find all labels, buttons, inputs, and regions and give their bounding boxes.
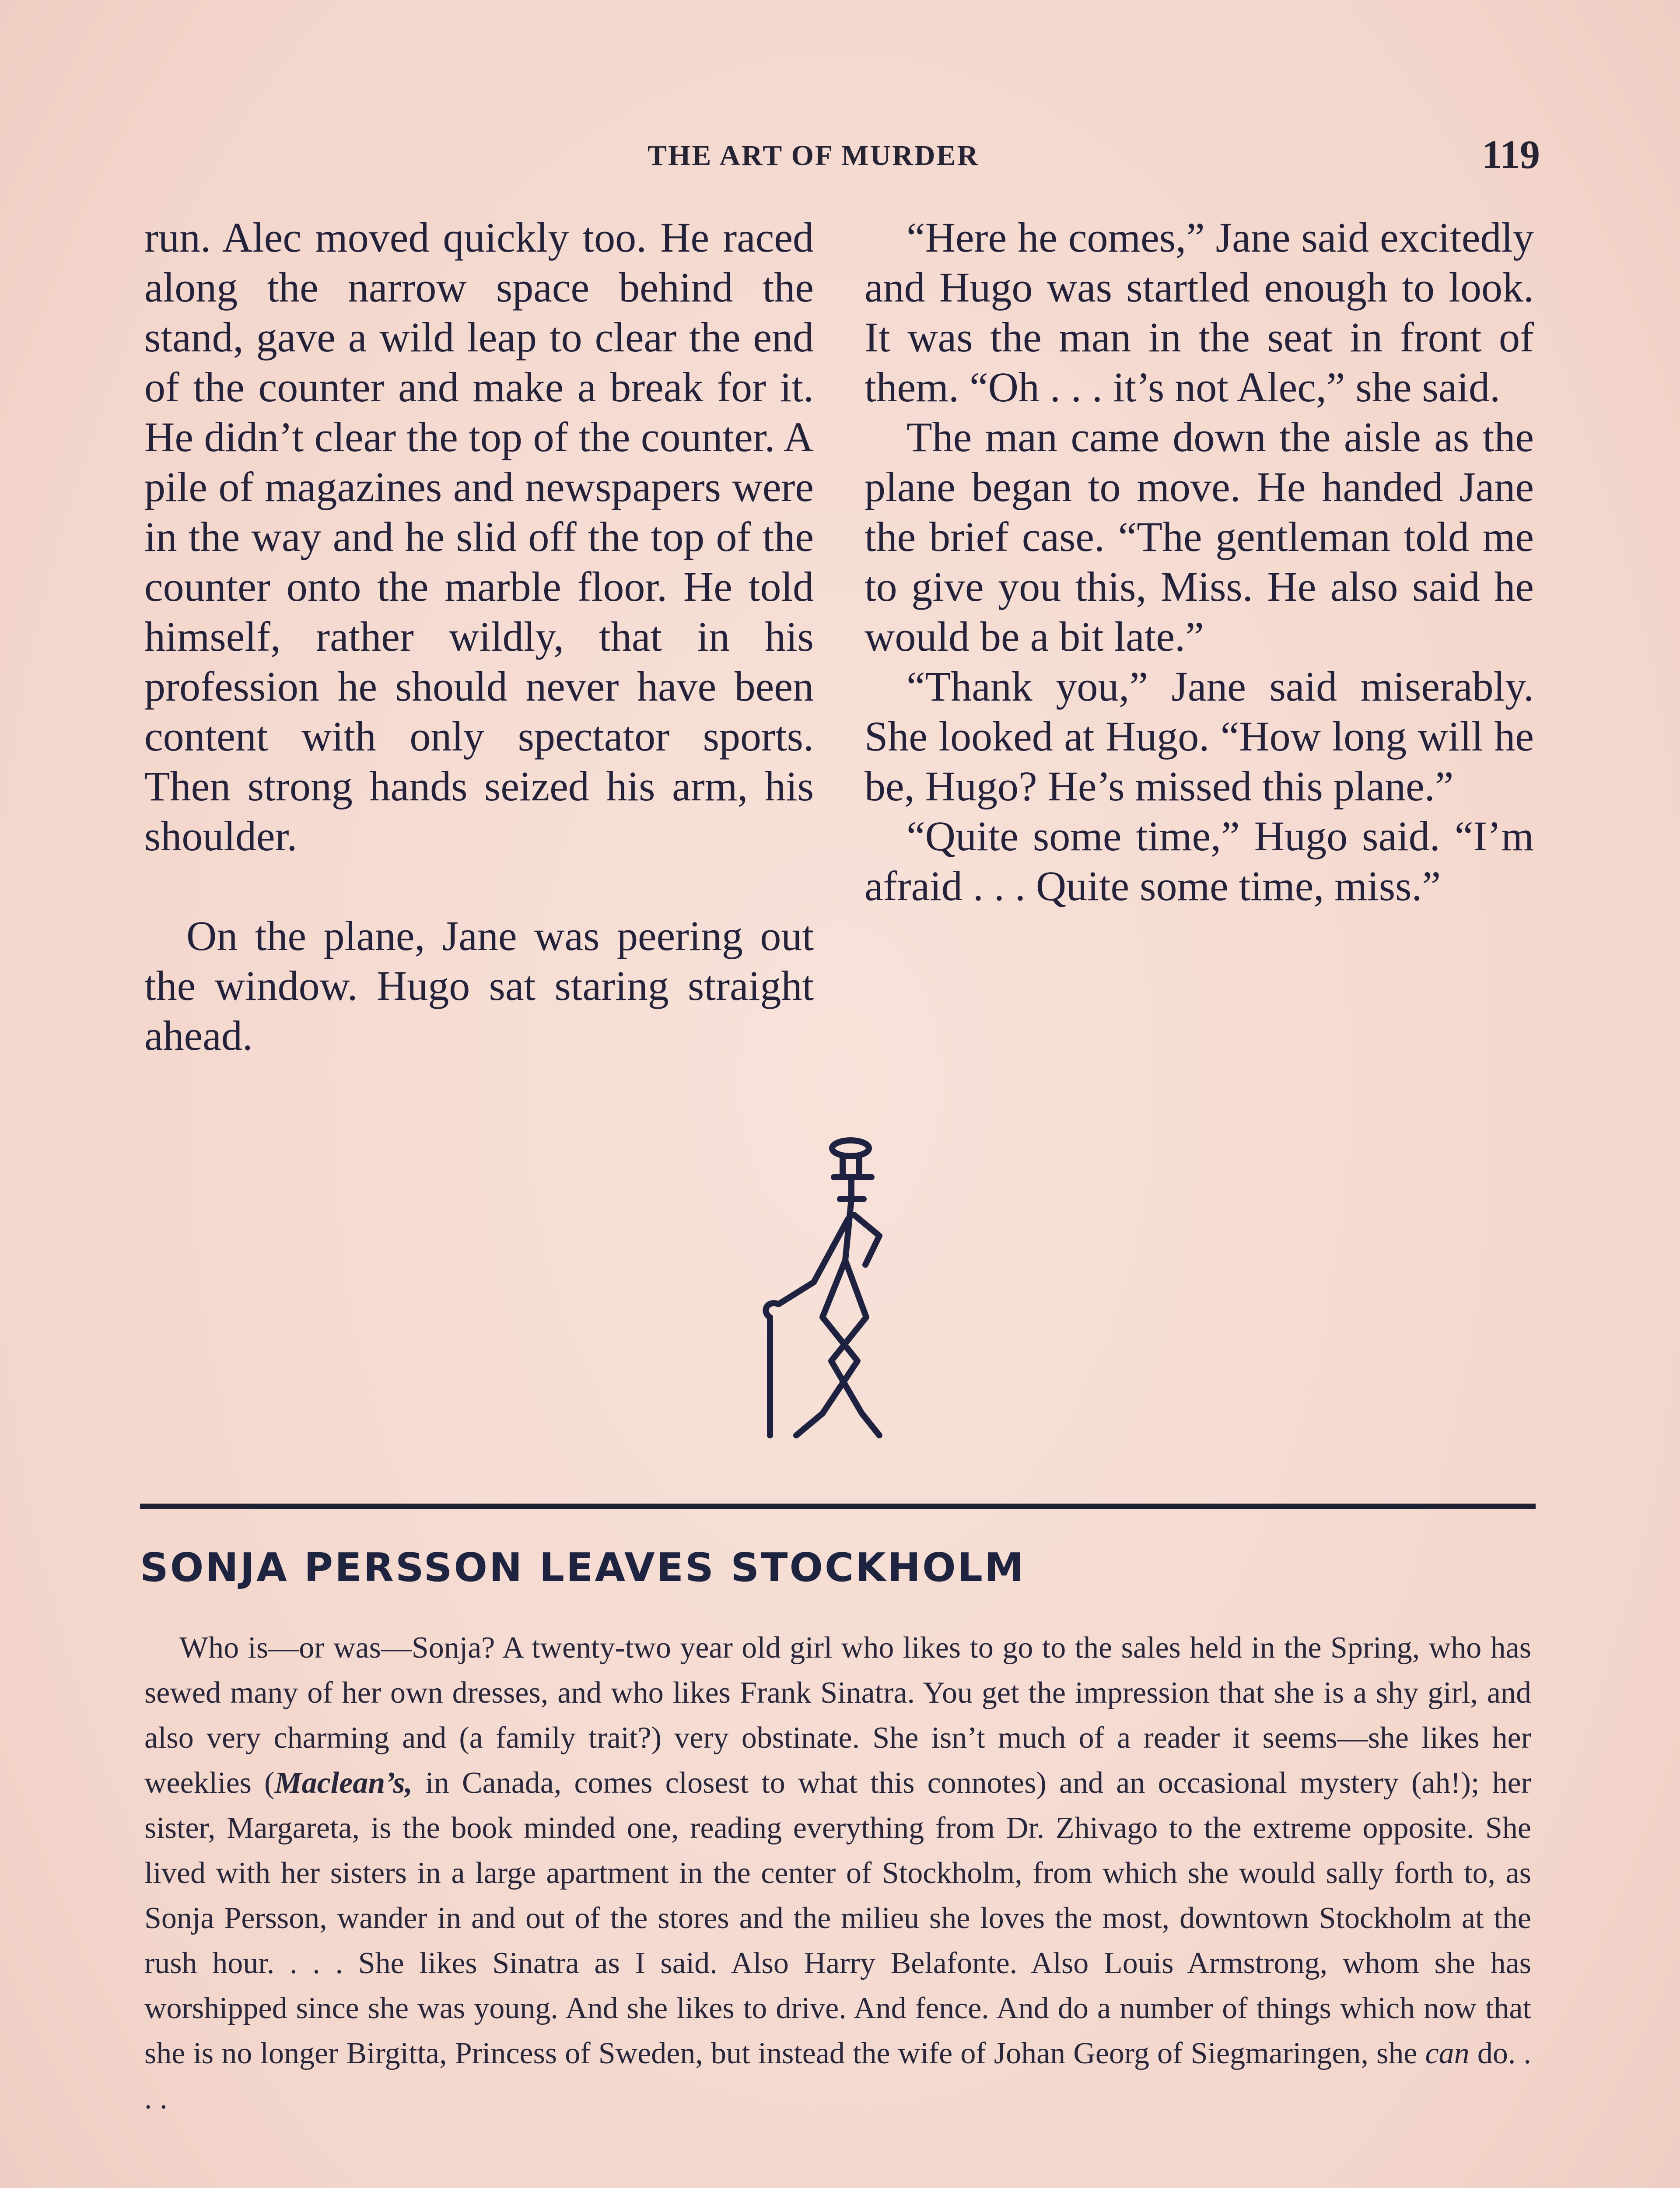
sidebar-text: do. . . . — [144, 2037, 1531, 2115]
paragraph: “Thank you,” Jane said miserably. She looked at Hugo. “How long will he be, Hugo? He’s missed this plane.” — [864, 663, 1534, 810]
sidebar-italic-title: Maclean’s, — [274, 1766, 413, 1800]
right-column — [864, 213, 1534, 911]
running-head: THE ART OF MURDER — [648, 140, 980, 172]
page-number: 119 — [1482, 132, 1540, 177]
paragraph: run. Alec moved quickly too. He raced along the narrow space behind the stand, gave a wild leap to clear the end of the counter and make a break for it. He didn’t clear the top of the counter. A pile of magazines and newspapers were in the way and he slid off the top of the counter onto the marble floor. He told himself, rather wildly, that in his profession he should never have been content with only spectator sports. Then strong hands seized his arm, his shoulder. — [144, 214, 814, 859]
section-divider — [140, 1504, 1536, 1509]
paragraph: “Here he comes,” Jane said excitedly and Hugo was startled enough to look. It was the man in the seat in front of them. “Oh . . . it’s not Alec,” she said. — [864, 214, 1534, 410]
stick-figure-with-cane-icon — [752, 1133, 892, 1448]
paragraph: The man came down the aisle as the plane began to move. He handed Jane the brief case. “The gentleman told me to give you this, Miss. He also said he would be a bit late.” — [864, 414, 1534, 660]
sidebar-italic-word: can — [1425, 2037, 1470, 2070]
paragraph: “Quite some time,” Hugo said. “I’m afraid . . . Quite some time, miss.” — [864, 813, 1534, 909]
paragraph: On the plane, Jane was peering out the window. Hugo sat staring straight ahead. — [144, 912, 814, 1059]
sidebar-heading: SONJA PERSSON LEAVES STOCKHOLM — [140, 1545, 1026, 1591]
sidebar-text: Who is—or was—Sonja? A twenty-two year old girl who likes to go to the sales held in the Spring, who has sewed many of her own dresses, and who likes Frank Sinatra. You get the impression that she is a shy girl, and also very charming and (a family trait?) very obstinate. She isn’t much of a reader it seems—she likes her weeklies ( — [144, 1631, 1531, 1800]
sidebar-text: in Canada, comes closest to what this connotes) and an occasional mystery (ah!); her sister, Margareta, is the book minded one, reading everything from Dr. Zhivago to the extreme opposite. She lived with her sisters in a large apartment in the center of Stockholm, from which she would sally forth to, as Sonja Persson, wander in and out of the stores and the milieu she loves the most, downtown Stockholm at the rush hour. . . . She likes Sinatra as I said. Also Harry Belafonte. Also Louis Armstrong, whom she has worshipped since she was young. And she likes to drive. And fence. And do a number of things which now that she is no longer Birgitta, Princess of Sweden, but instead the wife of Johan Georg of Siegmaringen, she — [144, 1766, 1531, 2070]
left-column — [144, 213, 814, 1061]
sidebar-body — [144, 1625, 1531, 2121]
